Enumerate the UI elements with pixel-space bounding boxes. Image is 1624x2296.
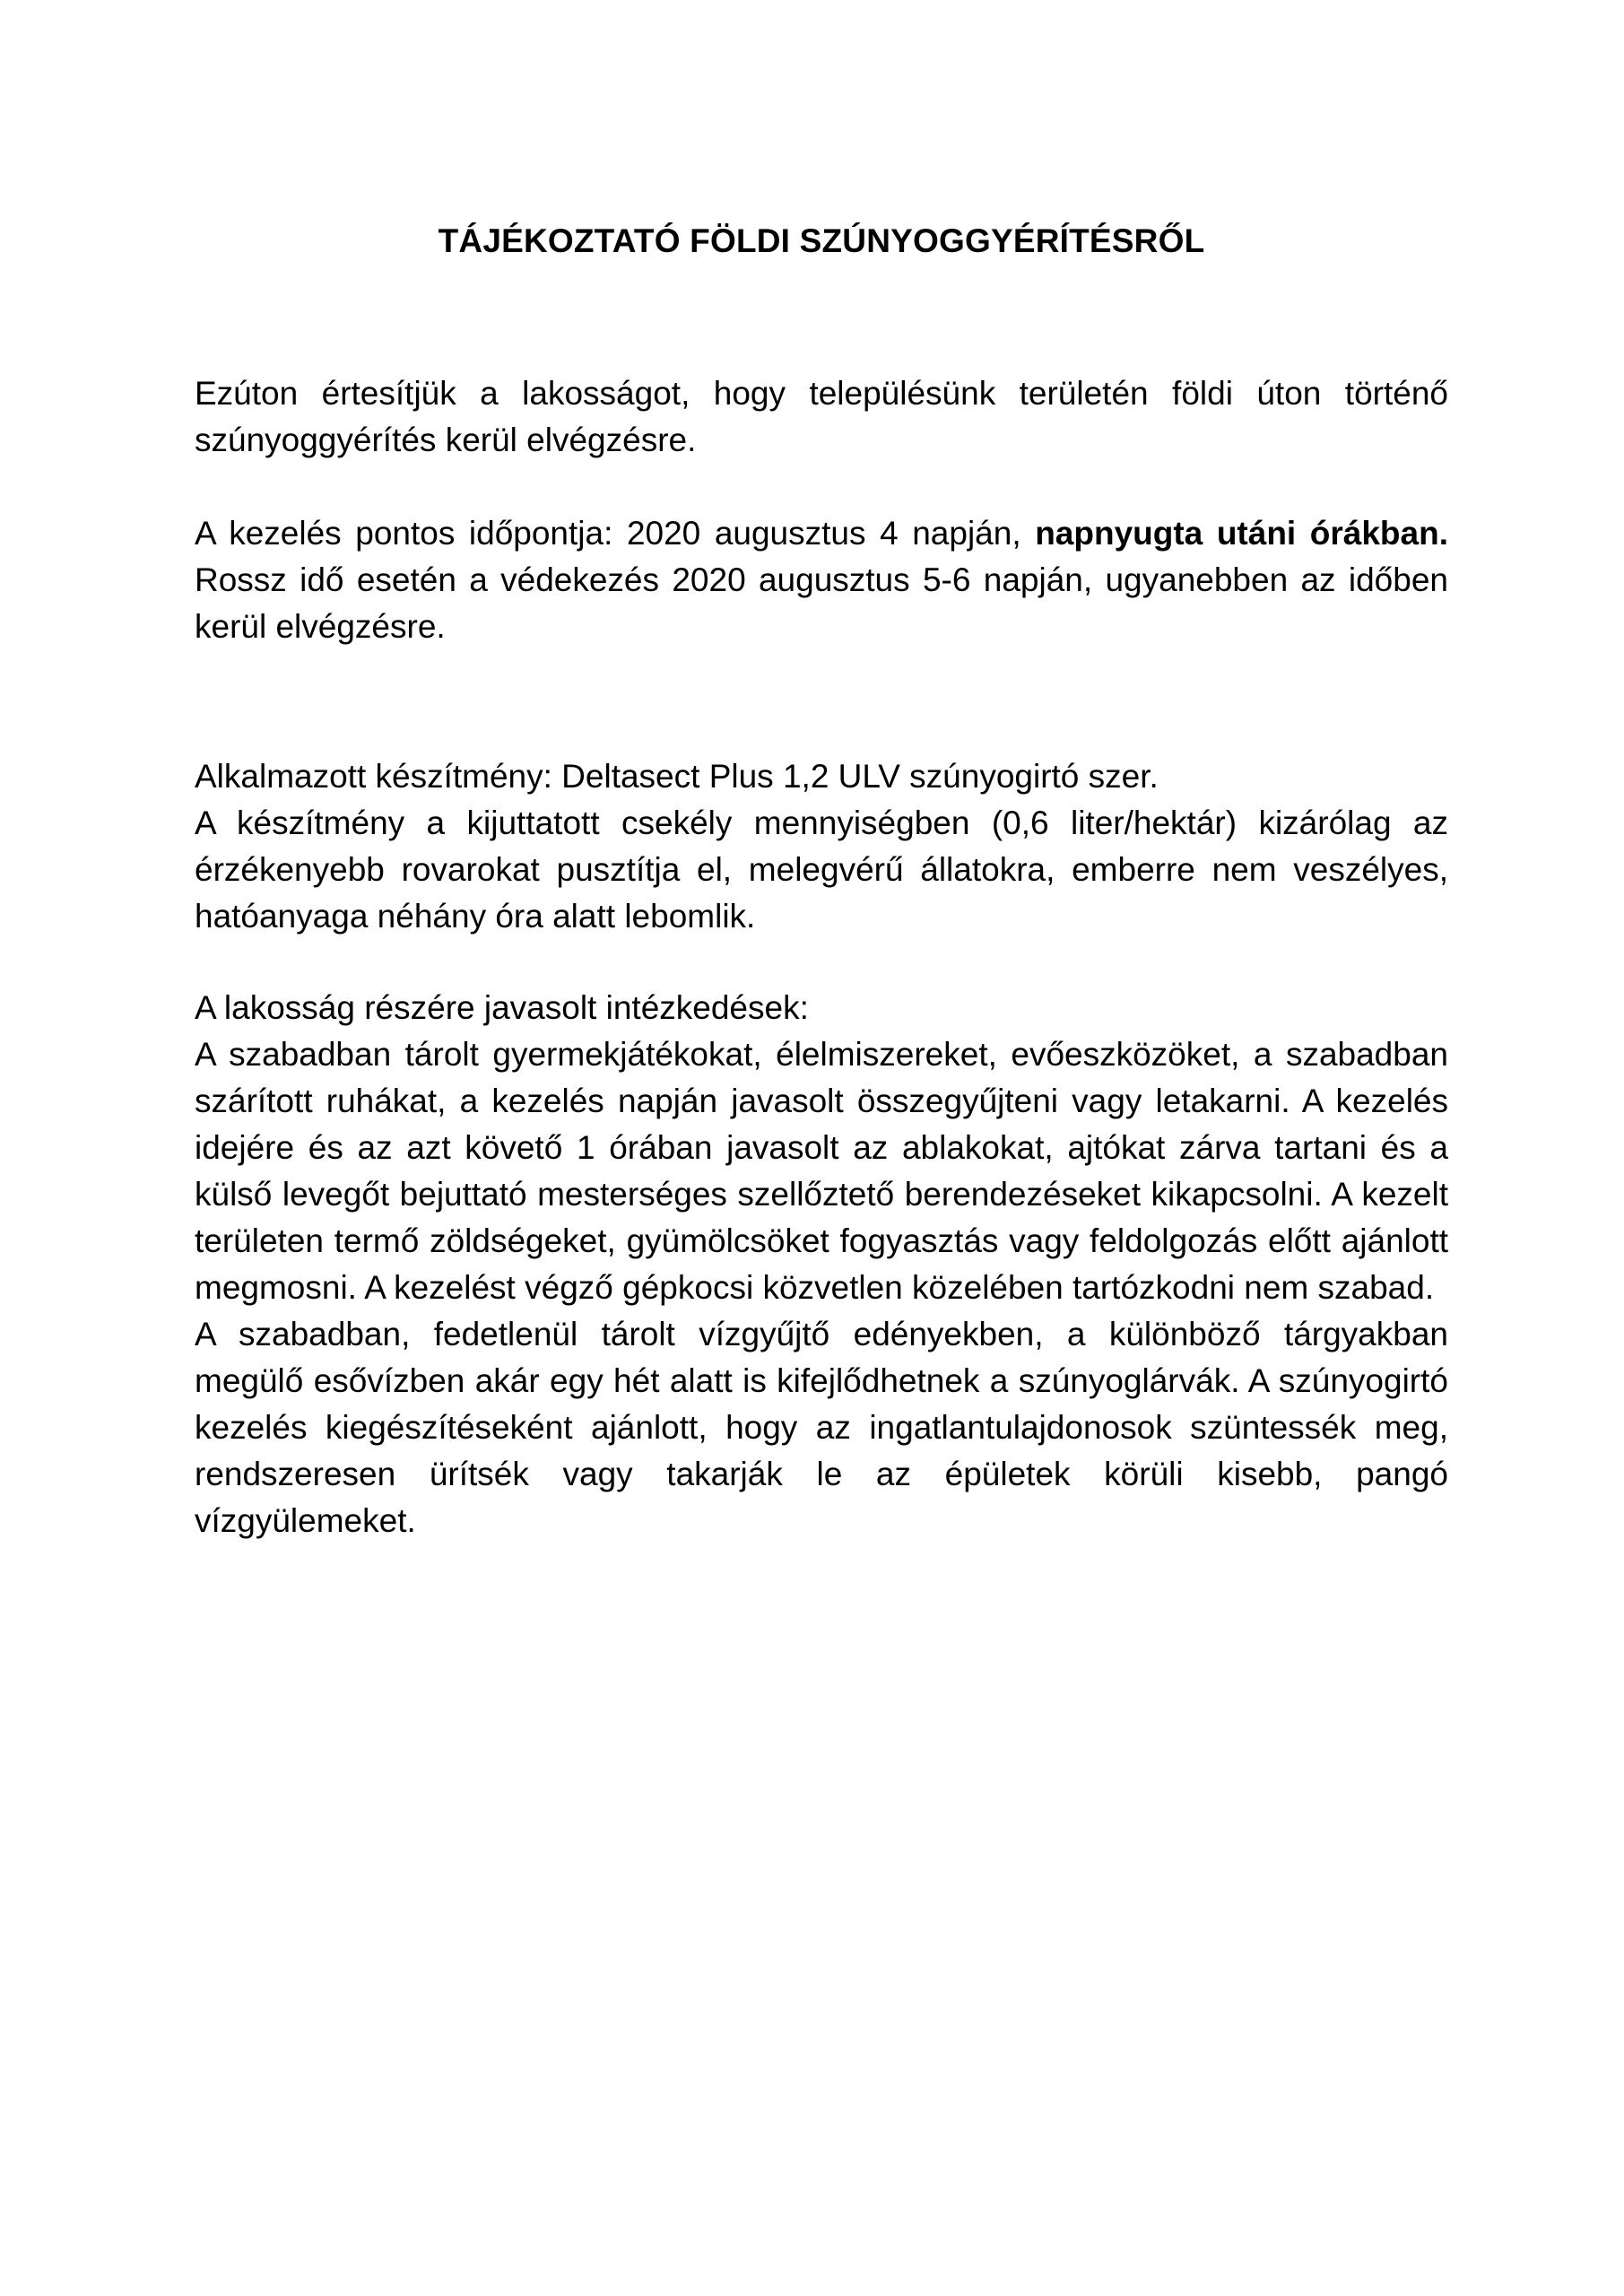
page-title bbox=[195, 218, 1448, 265]
paragraph-measures-1: A szabadban tárolt gyermekjátékokat, élelmiszereket, evőeszközöket, a szabadban szárított ruhákat, a kezelés napján javasolt összegyűjteni vagy letakarni. A kezelés idejére és az azt követő 1 órában javasolt az ablakokat, ajtókat zárva tartani és a külső levegőt bejuttató mesterséges szellőztető berendezéseket kikapcsolni. A kezelt területen termő zöldségeket, gyümölcsöket fogyasztás vagy feldolgozás előtt ajánlott megmosni. A kezelést végző gépkocsi közvetlen közelében tartózkodni nem szabad. bbox=[195, 1036, 1448, 1306]
page-title-text: TÁJÉKOZTATÓ FÖLDI SZÚNYOGGYÉRÍTÉSRŐL bbox=[438, 222, 1205, 259]
paragraph-product-details: A készítmény a kijuttatott csekély mennyiségben (0,6 liter/hektár) kizárólag az érzékenyebb rovarokat pusztítja el, melegvérű állatokra, emberre nem veszélyes, hatóanyaga néhány óra alatt lebomlik. bbox=[195, 804, 1448, 935]
paragraph-schedule bbox=[195, 510, 1448, 650]
schedule-text-bold: napnyugta utáni órákban. bbox=[1035, 515, 1448, 552]
paragraph-measures-2: A szabadban, fedetlenül tárolt vízgyűjtő edényekben, a különböző tárgyakban megülő esővízben akár egy hét alatt is kifejlődhetnek a szúnyoglárvák. A szúnyogirtó kezelés kiegészítéseként ajánlott, hogy az ingatlantulajdonosok szüntessék meg, rendszeresen ürítsék vagy takarják le az épületek körüli kisebb, pangó vízgyülemeket. bbox=[195, 1316, 1448, 1539]
paragraph-product: Alkalmazott készítmény: Deltasect Plus 1,2 ULV szúnyogirtó szer. bbox=[195, 758, 1159, 795]
document-content bbox=[0, 218, 1624, 1544]
paragraph-intro: Ezúton értesítjük a lakosságot, hogy településünk területén földi úton történő szúnyoggyérítés kerül elvégzésre. bbox=[195, 375, 1448, 458]
schedule-text-after: Rossz idő esetén a védekezés 2020 augusztus 5-6 napján, ugyanebben az időben kerül elvégzésre. bbox=[195, 561, 1448, 645]
schedule-text-before: A kezelés pontos időpontja: 2020 augusztus 4 napján, bbox=[195, 515, 1036, 552]
measures-heading: A lakosság részére javasolt intézkedések: bbox=[195, 989, 809, 1026]
